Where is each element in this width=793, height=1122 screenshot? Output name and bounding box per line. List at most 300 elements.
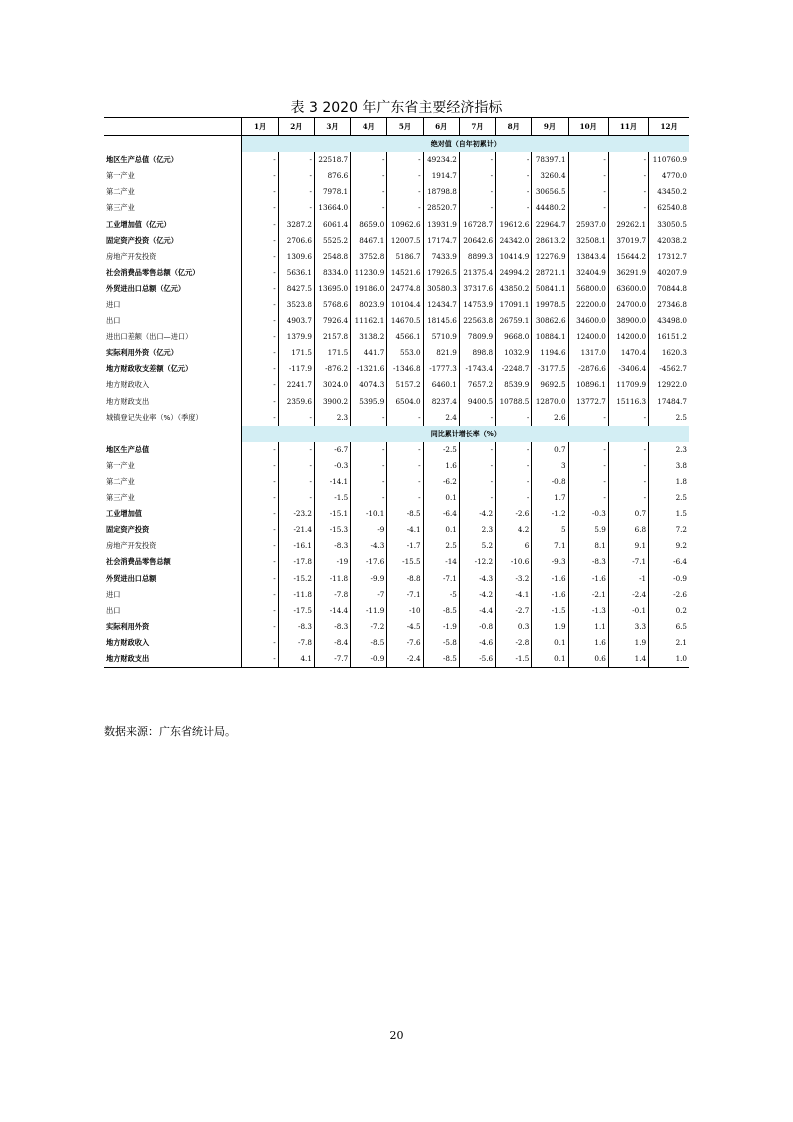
table-cell: 17091.1 (496, 297, 532, 313)
table-cell: 30862.6 (532, 313, 568, 329)
table-cell: - (278, 152, 314, 168)
table-cell: -10.1 (351, 506, 387, 522)
table-cell: - (278, 184, 314, 200)
table-cell: - (608, 152, 648, 168)
table-cell: -16.1 (278, 538, 314, 554)
table-cell: - (278, 200, 314, 216)
table-cell: 9692.5 (532, 377, 568, 393)
table-cell: 30580.3 (423, 281, 459, 297)
table-row (104, 410, 689, 426)
table-cell: 2241.7 (278, 377, 314, 393)
table-cell: 5.9 (568, 522, 608, 538)
table-cell: - (278, 410, 314, 426)
row-label: 第二产业 (106, 477, 135, 487)
table-cell: 6504.0 (387, 394, 423, 410)
table-cell: -4.1 (496, 587, 532, 603)
table-cell: 171.5 (278, 345, 314, 361)
table-cell: 19186.0 (351, 281, 387, 297)
table-cell: 56800.0 (568, 281, 608, 297)
table-cell: - (496, 442, 532, 458)
month-header: 9月 (532, 118, 568, 136)
table-cell: 4903.7 (278, 313, 314, 329)
row-label: 固定资产投资（亿元） (106, 235, 178, 245)
table-cell: -9.9 (351, 571, 387, 587)
table-cell: -14.4 (314, 603, 350, 619)
row-label: 地方财政支出 (106, 396, 150, 406)
table-cell: 33050.5 (649, 216, 689, 232)
table-cell: - (351, 474, 387, 490)
table-cell: 11230.9 (351, 265, 387, 281)
table-cell: 3752.8 (351, 249, 387, 265)
table-cell: -17.6 (351, 554, 387, 570)
table-cell: - (568, 442, 608, 458)
table-cell: 21375.4 (459, 265, 495, 281)
row-label: 外贸进出口总额（亿元） (106, 283, 186, 293)
table-cell: 8237.4 (423, 394, 459, 410)
page-number: 20 (389, 1029, 404, 1042)
row-label: 第一产业 (106, 460, 135, 470)
table-cell: 28613.2 (532, 233, 568, 249)
table-cell: 3.8 (649, 458, 689, 474)
table-cell: - (568, 410, 608, 426)
table-cell: - (242, 152, 278, 168)
table-cell: - (387, 490, 423, 506)
table-cell: 28520.7 (423, 200, 459, 216)
table-cell: 821.9 (423, 345, 459, 361)
table-cell: -7.2 (351, 619, 387, 635)
table-row (104, 345, 689, 361)
table-cell: -1.9 (423, 619, 459, 635)
table-cell: - (568, 200, 608, 216)
table-cell: 0.1 (532, 635, 568, 651)
table-cell: - (278, 168, 314, 184)
month-header: 3月 (314, 118, 350, 136)
table-cell: 0.7 (608, 506, 648, 522)
table-cell: 4074.3 (351, 377, 387, 393)
table-cell: -4.3 (459, 571, 495, 587)
table-cell: - (459, 184, 495, 200)
table-cell: 1317.0 (568, 345, 608, 361)
table-cell: -6.4 (649, 554, 689, 570)
table-cell: -117.9 (278, 361, 314, 377)
table-cell: 10414.9 (496, 249, 532, 265)
table-cell: - (568, 152, 608, 168)
table-row (104, 619, 689, 635)
table-cell: 1379.9 (278, 329, 314, 345)
table-cell: - (242, 522, 278, 538)
table-cell: 14200.0 (608, 329, 648, 345)
table-cell: - (351, 168, 387, 184)
table-cell: 14670.5 (387, 313, 423, 329)
row-label: 工业增加值 (106, 509, 142, 519)
table-cell: - (351, 184, 387, 200)
table-cell: 15116.3 (608, 394, 648, 410)
table-cell: 5710.9 (423, 329, 459, 345)
table-cell: 4.1 (278, 651, 314, 668)
table-cell: -8.8 (387, 571, 423, 587)
table-cell: -4.4 (459, 603, 495, 619)
month-header: 7月 (459, 118, 495, 136)
table-cell: 8467.1 (351, 233, 387, 249)
table-cell: 26759.1 (496, 313, 532, 329)
table-cell: 7.1 (532, 538, 568, 554)
table-cell: - (242, 490, 278, 506)
table-cell: - (278, 474, 314, 490)
row-label: 地方财政收入 (106, 380, 150, 390)
table-cell: -15.3 (314, 522, 350, 538)
table-cell: 13772.7 (568, 394, 608, 410)
table-cell: -1321.6 (351, 361, 387, 377)
table-cell: 9668.0 (496, 329, 532, 345)
table-cell: 171.5 (314, 345, 350, 361)
table-cell: -17.8 (278, 554, 314, 570)
table-cell: - (242, 506, 278, 522)
row-label: 固定资产投资 (106, 525, 150, 535)
table-cell: 3 (532, 458, 568, 474)
row-label: 地方财政支出 (104, 651, 242, 668)
table-cell: 13664.0 (314, 200, 350, 216)
row-label: 实际利用外资 (106, 621, 150, 631)
month-header: 12月 (649, 118, 689, 136)
table-row (104, 281, 689, 297)
month-header: 10月 (568, 118, 608, 136)
table-cell: -1743.4 (459, 361, 495, 377)
table-cell: 16151.2 (649, 329, 689, 345)
table-cell: -7.7 (314, 651, 350, 668)
table-cell: - (568, 184, 608, 200)
table-cell: 17312.7 (649, 249, 689, 265)
table-cell: - (242, 619, 278, 635)
row-label: 房地产开发投资 (106, 541, 157, 551)
table-cell: 6061.4 (314, 216, 350, 232)
table-cell: 3024.0 (314, 377, 350, 393)
month-header: 11月 (608, 118, 648, 136)
table-cell: -2.4 (608, 587, 648, 603)
table-cell: 2.1 (649, 635, 689, 651)
table-cell: -15.2 (278, 571, 314, 587)
table-cell: 30656.5 (532, 184, 568, 200)
row-label: 实际利用外资（亿元） (106, 348, 178, 358)
table-cell: 25937.0 (568, 216, 608, 232)
table-cell: -19 (314, 554, 350, 570)
table-cell: 12870.0 (532, 394, 568, 410)
table-cell: 0.6 (568, 651, 608, 668)
table-cell: -7.1 (608, 554, 648, 570)
table-cell: -4.6 (459, 635, 495, 651)
table-cell: - (496, 184, 532, 200)
table-cell: - (459, 152, 495, 168)
table-cell: 5157.2 (387, 377, 423, 393)
table-cell: 17926.5 (423, 265, 459, 281)
table-row (104, 522, 689, 538)
table-cell: 19612.6 (496, 216, 532, 232)
table-cell: - (387, 474, 423, 490)
table-cell: 43850.2 (496, 281, 532, 297)
table-cell: 7978.1 (314, 184, 350, 200)
table-cell: -0.3 (314, 458, 350, 474)
table-cell: 40207.9 (649, 265, 689, 281)
table-cell: -8.4 (314, 635, 350, 651)
table-cell: 2.3 (649, 442, 689, 458)
table-cell: - (242, 265, 278, 281)
table-cell: -1 (608, 571, 648, 587)
table-cell: -8.3 (314, 538, 350, 554)
table-cell: 27346.8 (649, 297, 689, 313)
table-row (104, 651, 689, 668)
table-cell: 6 (496, 538, 532, 554)
table-cell: - (242, 184, 278, 200)
table-cell: 37019.7 (608, 233, 648, 249)
table-cell: - (496, 152, 532, 168)
table-cell: - (496, 410, 532, 426)
table-cell: 10962.6 (387, 216, 423, 232)
table-cell: 13843.4 (568, 249, 608, 265)
row-label: 地方财政收入 (106, 637, 150, 647)
table-cell: - (608, 490, 648, 506)
row-label: 社会消费品零售总额（亿元） (106, 267, 200, 277)
table-cell: - (278, 442, 314, 458)
table-cell: - (568, 490, 608, 506)
table-cell: - (242, 458, 278, 474)
table-cell: 1.5 (649, 506, 689, 522)
table-cell: 2.5 (649, 410, 689, 426)
table-cell: - (242, 313, 278, 329)
table-cell: - (242, 474, 278, 490)
table-cell: 10104.4 (387, 297, 423, 313)
table-cell: -4.5 (387, 619, 423, 635)
table-cell: 34600.0 (568, 313, 608, 329)
table-cell: 8334.0 (314, 265, 350, 281)
table-row (104, 635, 689, 651)
row-label: 工业增加值（亿元） (106, 219, 171, 229)
table-cell: -2.1 (568, 587, 608, 603)
table-cell: 3900.2 (314, 394, 350, 410)
row-label: 进口 (106, 589, 121, 599)
section-header-blank (104, 426, 242, 442)
table-row (104, 587, 689, 603)
table-cell: 8899.3 (459, 249, 495, 265)
table-cell: 62540.8 (649, 200, 689, 216)
table-cell: - (242, 442, 278, 458)
section-header-row (104, 426, 689, 442)
table-cell: 8023.9 (351, 297, 387, 313)
row-label: 进出口差额（出口—进口） (106, 332, 193, 342)
table-cell: -0.3 (568, 506, 608, 522)
table-cell: - (242, 281, 278, 297)
table-cell: -8.3 (568, 554, 608, 570)
table-cell: - (242, 329, 278, 345)
table-cell: - (387, 200, 423, 216)
table-cell: 44480.2 (532, 200, 568, 216)
table-cell: -15.5 (387, 554, 423, 570)
table-cell: 441.7 (351, 345, 387, 361)
source-note: 数据来源：广东省统计局。 (104, 725, 236, 738)
table-cell: 3287.2 (278, 216, 314, 232)
month-header: 4月 (351, 118, 387, 136)
table-row (104, 571, 689, 587)
table-cell: 6.8 (608, 522, 648, 538)
month-header: 1月 (242, 118, 278, 136)
table-cell: 14521.6 (387, 265, 423, 281)
table-cell: - (242, 635, 278, 651)
table-cell: 6460.1 (423, 377, 459, 393)
table-cell: - (351, 490, 387, 506)
table-cell: -5 (423, 587, 459, 603)
table-cell: -4.3 (351, 538, 387, 554)
table-cell: 24342.0 (496, 233, 532, 249)
table-cell: -10 (387, 603, 423, 619)
table-cell: 4.2 (496, 522, 532, 538)
table-cell: - (242, 297, 278, 313)
table-cell: 553.0 (387, 345, 423, 361)
table-title: 表 3 2020 年广东省主要经济指标 (290, 100, 503, 116)
table-cell: 17174.7 (423, 233, 459, 249)
table-cell: -0.8 (459, 619, 495, 635)
table-cell: -21.4 (278, 522, 314, 538)
table-cell: 12007.5 (387, 233, 423, 249)
table-cell: -0.9 (649, 571, 689, 587)
table-row (104, 377, 689, 393)
row-label: 城镇登记失业率（%）（季度） (106, 412, 203, 422)
table-cell: - (608, 442, 648, 458)
section-header-row (104, 136, 689, 153)
table-cell: - (242, 538, 278, 554)
table-cell: -6.2 (423, 474, 459, 490)
table-row (104, 361, 689, 377)
row-label: 地方财政收支差额（亿元） (106, 364, 193, 374)
table-cell: 32508.1 (568, 233, 608, 249)
table-cell: 1.9 (532, 619, 568, 635)
table-cell: 20642.6 (459, 233, 495, 249)
row-label: 房地产开发投资 (106, 251, 157, 261)
table-cell: 1914.7 (423, 168, 459, 184)
table-cell: -6.7 (314, 442, 350, 458)
table-cell: 37317.6 (459, 281, 495, 297)
table-cell: 7926.4 (314, 313, 350, 329)
table-cell: 8427.5 (278, 281, 314, 297)
table-cell: 28721.1 (532, 265, 568, 281)
table-cell: - (242, 571, 278, 587)
table-cell: -2.6 (649, 587, 689, 603)
table-cell: 43450.2 (649, 184, 689, 200)
table-cell: -1.6 (532, 571, 568, 587)
table-cell: - (608, 474, 648, 490)
month-header-row (104, 118, 689, 136)
table-cell: -2.6 (496, 506, 532, 522)
table-cell: - (459, 490, 495, 506)
table-cell: -0.9 (351, 651, 387, 668)
table-cell: 49234.2 (423, 152, 459, 168)
table-cell: -14.1 (314, 474, 350, 490)
table-row (104, 249, 689, 265)
table-cell: - (459, 168, 495, 184)
table-cell: - (242, 216, 278, 232)
row-label: 地区生产总值（亿元） (106, 155, 178, 165)
table-cell: 3.3 (608, 619, 648, 635)
table-cell: 1.9 (608, 635, 648, 651)
table-row (104, 200, 689, 216)
table-cell: -4.1 (387, 522, 423, 538)
table-cell: 2548.8 (314, 249, 350, 265)
table-cell: - (242, 345, 278, 361)
table-cell: 5186.7 (387, 249, 423, 265)
table-cell: 110760.9 (649, 152, 689, 168)
table-row (104, 216, 689, 232)
month-header: 8月 (496, 118, 532, 136)
table-cell: -1.7 (387, 538, 423, 554)
table-cell: 12276.9 (532, 249, 568, 265)
table-cell: 4566.1 (387, 329, 423, 345)
table-cell: -3406.4 (608, 361, 648, 377)
table-cell: - (568, 168, 608, 184)
table-cell: 24994.2 (496, 265, 532, 281)
table-cell: - (496, 458, 532, 474)
table-cell: 36291.9 (608, 265, 648, 281)
table-cell: -11.8 (314, 571, 350, 587)
table-cell: 3260.4 (532, 168, 568, 184)
table-cell: 24700.0 (608, 297, 648, 313)
table-cell: - (242, 377, 278, 393)
table-row (104, 152, 689, 168)
table-cell: 2.4 (423, 410, 459, 426)
table-cell: 9.1 (608, 538, 648, 554)
table-cell: -7.8 (314, 587, 350, 603)
table-cell: 3523.8 (278, 297, 314, 313)
table-cell: - (242, 554, 278, 570)
table-cell: 2.3 (314, 410, 350, 426)
table-cell: -7 (351, 587, 387, 603)
table-cell: 11162.1 (351, 313, 387, 329)
table-cell: -876.2 (314, 361, 350, 377)
section-title: 同比累计增长率（%） (242, 426, 689, 442)
table-row (104, 168, 689, 184)
table-cell: 50841.1 (532, 281, 568, 297)
table-cell: - (351, 458, 387, 474)
table-row (104, 490, 689, 506)
table-cell: -1.5 (314, 490, 350, 506)
table-cell: - (242, 361, 278, 377)
table-cell: 0.1 (423, 490, 459, 506)
table-cell: -5.6 (459, 651, 495, 668)
table-cell: -11.9 (351, 603, 387, 619)
table-cell: 2706.6 (278, 233, 314, 249)
table-cell: - (242, 603, 278, 619)
table-cell: - (387, 168, 423, 184)
month-header: 2月 (278, 118, 314, 136)
table-cell: 1.7 (532, 490, 568, 506)
table-cell: - (459, 442, 495, 458)
table-cell: -4.2 (459, 506, 495, 522)
table-row (104, 233, 689, 249)
table-row (104, 329, 689, 345)
table-cell: 1.6 (568, 635, 608, 651)
table-cell: 12400.0 (568, 329, 608, 345)
table-row (104, 442, 689, 458)
table-cell: 5 (532, 522, 568, 538)
table-cell: -17.5 (278, 603, 314, 619)
section-header-blank (104, 136, 242, 153)
table-cell: 5395.9 (351, 394, 387, 410)
table-cell: - (387, 410, 423, 426)
table-cell: 70844.8 (649, 281, 689, 297)
table-cell: -8.5 (387, 506, 423, 522)
table-cell: - (568, 458, 608, 474)
table-cell: -2.8 (496, 635, 532, 651)
table-cell: -5.8 (423, 635, 459, 651)
table-cell: -9.3 (532, 554, 568, 570)
table-cell: 10884.1 (532, 329, 568, 345)
table-cell: 6.5 (649, 619, 689, 635)
